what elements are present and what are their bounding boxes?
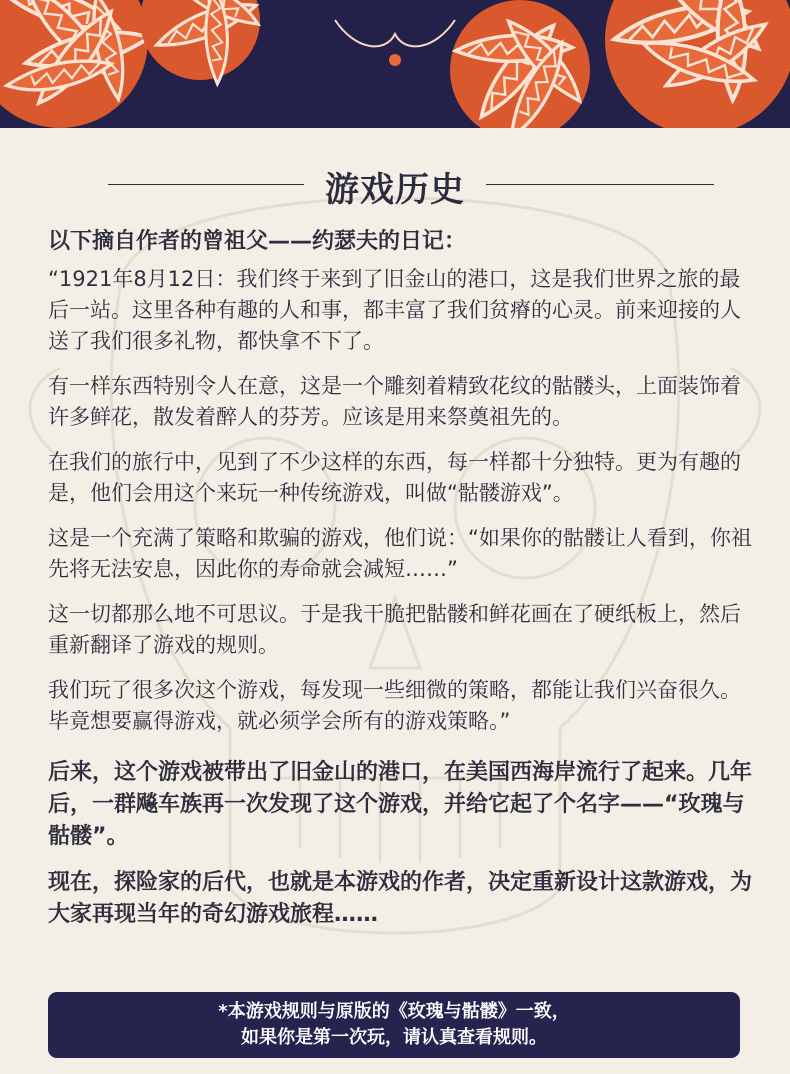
rules-note-box [48,992,740,1058]
diary-paragraph: “1921年8月12日：我们终于来到了旧金山的港口，这是我们世界之旅的最后一站。这里各种有趣的人和事，都丰富了我们贫瘠的心灵。前来迎接的人送了我们很多礼物，都快拿不下了。 [48,267,741,353]
page-title: 游戏历史 [325,170,465,210]
title-divider-left [108,184,304,185]
rose-petals-illustration [0,0,790,128]
title-divider-right [486,184,714,185]
story-content [48,226,754,945]
afterword-paragraph: 后来，这个游戏被带出了旧金山的港口，在美国西海岸流行了起来。几年后，一群飚车族再一次发现了这个游戏，并给它起了个名字——“玫瑰与骷髅”。 [48,760,753,849]
diary-intro: 以下摘自作者的曾祖父——约瑟夫的日记： [48,229,467,254]
note-line: 如果你是第一次玩，请认真查看规则。 [241,1027,547,1048]
diary-paragraph: 这一切都那么地不可思议。于是我干脆把骷髅和鲜花画在了硬纸板上，然后重新翻译了游戏的规则。 [48,602,741,657]
rose-banner [0,0,790,128]
diary-paragraph: 我们玩了很多次这个游戏，每发现一些细微的策略，都能让我们兴奋很久。毕竟想要赢得游戏，就必须学会所有的游戏策略。” [48,678,741,733]
afterword-paragraph: 现在，探险家的后代，也就是本游戏的作者，决定重新设计这款游戏，为大家再现当年的奇幻游戏旅程…… [48,870,753,927]
note-line: *本游戏规则与原版的《玫瑰与骷髅》一致， [218,1001,570,1022]
diary-paragraph: 这是一个充满了策略和欺骗的游戏，他们说：“如果你的骷髅让人看到，你祖先将无法安息，因此你的寿命就会减短……” [48,526,752,581]
section-header [0,160,790,208]
diary-paragraph: 在我们的旅行中，见到了不少这样的东西，每一样都十分独特。更为有趣的是，他们会用这个来玩一种传统游戏，叫做“骷髅游戏”。 [48,450,741,505]
diary-paragraph: 有一样东西特别令人在意，这是一个雕刻着精致花纹的骷髅头，上面装饰着许多鲜花，散发着醉人的芬芳。应该是用来祭奠祖先的。 [48,374,741,429]
